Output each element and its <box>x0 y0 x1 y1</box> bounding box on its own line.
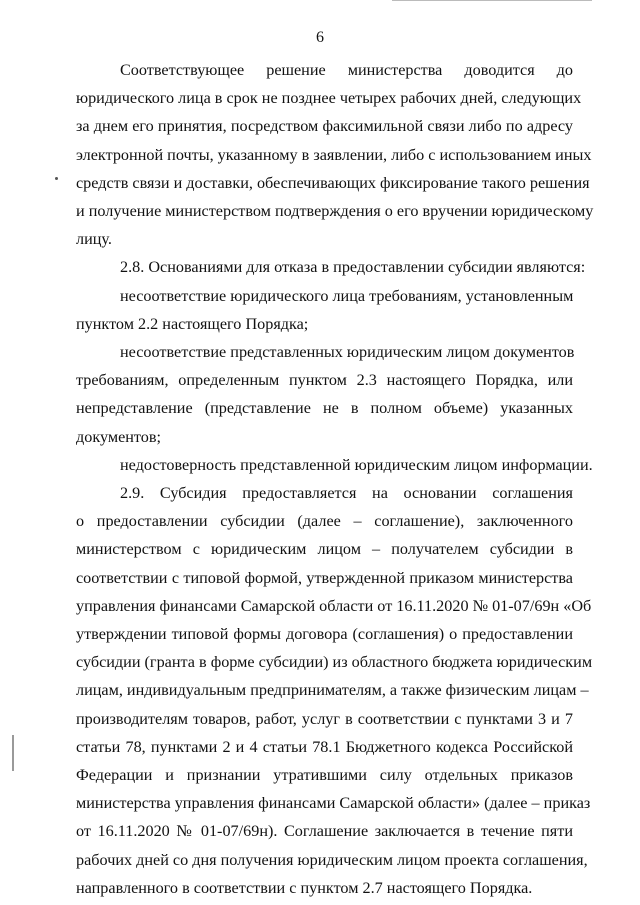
text-line: документов; <box>76 427 162 446</box>
text-line: министерством с юридическим лицом – получателем субсидии в <box>76 540 573 559</box>
text-line: лицу. <box>76 230 112 249</box>
text-line: лицам, индивидуальным предпринимателям, а также физическим лицам – <box>76 681 589 700</box>
page-number: 6 <box>316 29 324 46</box>
text-line: от 16.11.2020 № 01-07/69н). Соглашение заключается в течение пяти <box>76 822 573 841</box>
text-line: требованиям, определенным пунктом 2.3 настоящего Порядка, или <box>76 371 573 390</box>
paragraph <box>76 253 586 281</box>
document-body <box>76 56 594 902</box>
text-line: о предоставлении субсидии (далее – соглашение), заключенного <box>76 512 573 531</box>
scan-speck <box>55 177 58 180</box>
text-line: направленного в соответствии с пунктом 2.7 настоящего Порядка. <box>76 878 533 897</box>
scan-artifact <box>12 735 14 771</box>
text-line: электронной почты, указанному в заявлении, либо с использованием иных <box>76 145 592 164</box>
text-line: и получение министерством подтверждения о его вручении юридическому <box>76 202 594 221</box>
text-line: несоответствие представленных юридическим лицом документов <box>120 343 575 362</box>
text-line: средств связи и доставки, обеспечивающих фиксирование такого решения <box>76 173 590 192</box>
text-line: Федерации и признании утратившими силу отдельных приказов <box>76 766 573 785</box>
text-line: Соответствующее решение министерства доводится до <box>120 61 573 79</box>
text-line: непредставление (представление не в полном объеме) указанных <box>76 399 573 418</box>
text-line: 2.9. Субсидия предоставляется на основании соглашения <box>120 484 573 503</box>
text-line: несоответствие юридического лица требованиям, установленным <box>120 286 574 305</box>
text-line: управления финансами Самарской области от 16.11.2020 № 01-07/69н «Об <box>76 596 592 615</box>
text-line: производителям товаров, работ, услуг в соответствии с пунктами 3 и 7 <box>76 709 573 728</box>
text-line: статьи 78, пунктами 2 и 4 статьи 78.1 Бюджетного кодекса Российской <box>76 737 573 756</box>
text-line: юридического лица в срок не позднее четырех рабочих дней, следующих <box>76 89 582 108</box>
text-line: утверждении типовой формы договора (соглашения) о предоставлении <box>76 625 573 644</box>
paragraph <box>76 282 573 338</box>
paragraph <box>76 338 573 451</box>
text-line: недостоверность представленной юридическим лицом информации. <box>120 455 593 474</box>
text-line: за днем его принятия, посредством факсимильной связи либо по адресу <box>76 117 573 136</box>
text-line: 2.8. Основаниями для отказа в предоставлении субсидии являются: <box>120 258 586 277</box>
top-edge-line <box>392 0 592 1</box>
text-line: рабочих дней со дня получения юридическим лицом проекта соглашения, <box>76 850 588 869</box>
text-line: субсидии (гранта в форме субсидии) из областного бюджета юридическим <box>76 653 593 672</box>
text-line: соответствии с типовой формой, утвержденной приказом министерства <box>76 568 573 587</box>
paragraph <box>76 451 593 479</box>
paragraph <box>76 479 593 902</box>
text-line: министерства управления финансами Самарской области» (далее – приказ <box>76 794 591 813</box>
text-line: пунктом 2.2 настоящего Порядка; <box>76 314 309 333</box>
paragraph <box>76 56 594 253</box>
